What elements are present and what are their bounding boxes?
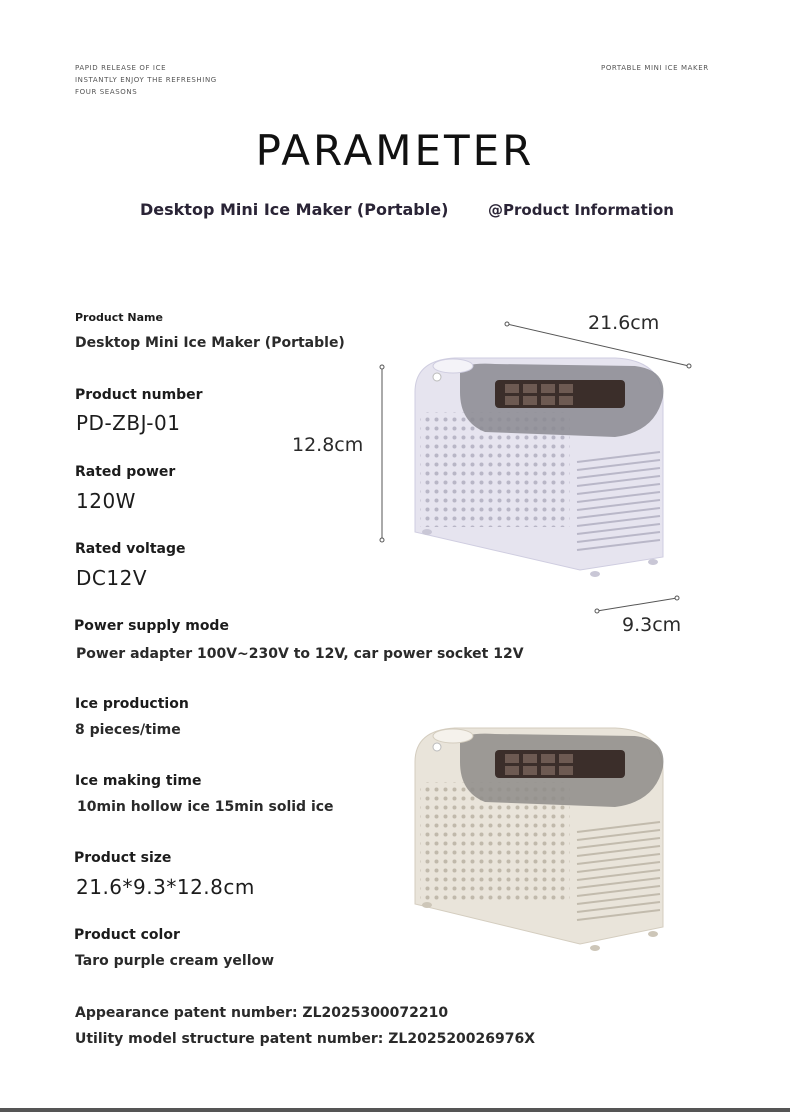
product-name-value: Desktop Mini Ice Maker (Portable)	[75, 335, 345, 351]
power-supply-label: Power supply mode	[74, 618, 229, 634]
color-label: Product color	[74, 927, 180, 943]
ice-production-label: Ice production	[75, 696, 189, 712]
ice-time-label: Ice making time	[75, 773, 202, 789]
rated-power-value: 120W	[76, 489, 136, 513]
page-title: PARAMETER	[255, 126, 535, 175]
ice-maker-purple-image	[405, 352, 670, 582]
height-dimension: 12.8cm	[292, 434, 364, 456]
rated-power-label: Rated power	[75, 464, 176, 480]
depth-dimension: 9.3cm	[622, 614, 682, 636]
product-number-label: Product number	[75, 387, 203, 403]
product-name-label: Product Name	[75, 311, 163, 324]
size-value: 21.6*9.3*12.8cm	[76, 875, 255, 899]
brand-right: PORTABLE MINI ICE MAKER	[601, 64, 709, 72]
tagline-3: FOUR SEASONS	[75, 88, 138, 96]
color-value: Taro purple cream yellow	[75, 953, 275, 969]
rated-voltage-value: DC12V	[76, 566, 147, 590]
power-supply-value: Power adapter 100V~230V to 12V, car power socket 12V	[76, 646, 524, 662]
patent-utility: Utility model structure patent number: ZL202520026976X	[75, 1031, 536, 1047]
product-number-value: PD-ZBJ-01	[76, 411, 181, 435]
subtitle-product: Desktop Mini Ice Maker (Portable)	[140, 200, 449, 219]
ice-time-value: 10min hollow ice 15min solid ice	[77, 799, 334, 815]
tagline-2: INSTANTLY ENJOY THE REFRESHING	[75, 76, 217, 84]
subtitle-info: @Product Information	[488, 201, 674, 219]
patent-appearance: Appearance patent number: ZL2025300072210	[75, 1005, 449, 1021]
tagline-1: PAPID RELEASE OF ICE	[75, 64, 167, 72]
bottom-divider	[0, 1108, 790, 1112]
ice-maker-cream-image	[405, 722, 670, 957]
size-label: Product size	[74, 850, 172, 866]
ice-production-value: 8 pieces/time	[75, 722, 181, 738]
width-dimension: 21.6cm	[588, 312, 660, 334]
rated-voltage-label: Rated voltage	[75, 541, 186, 557]
